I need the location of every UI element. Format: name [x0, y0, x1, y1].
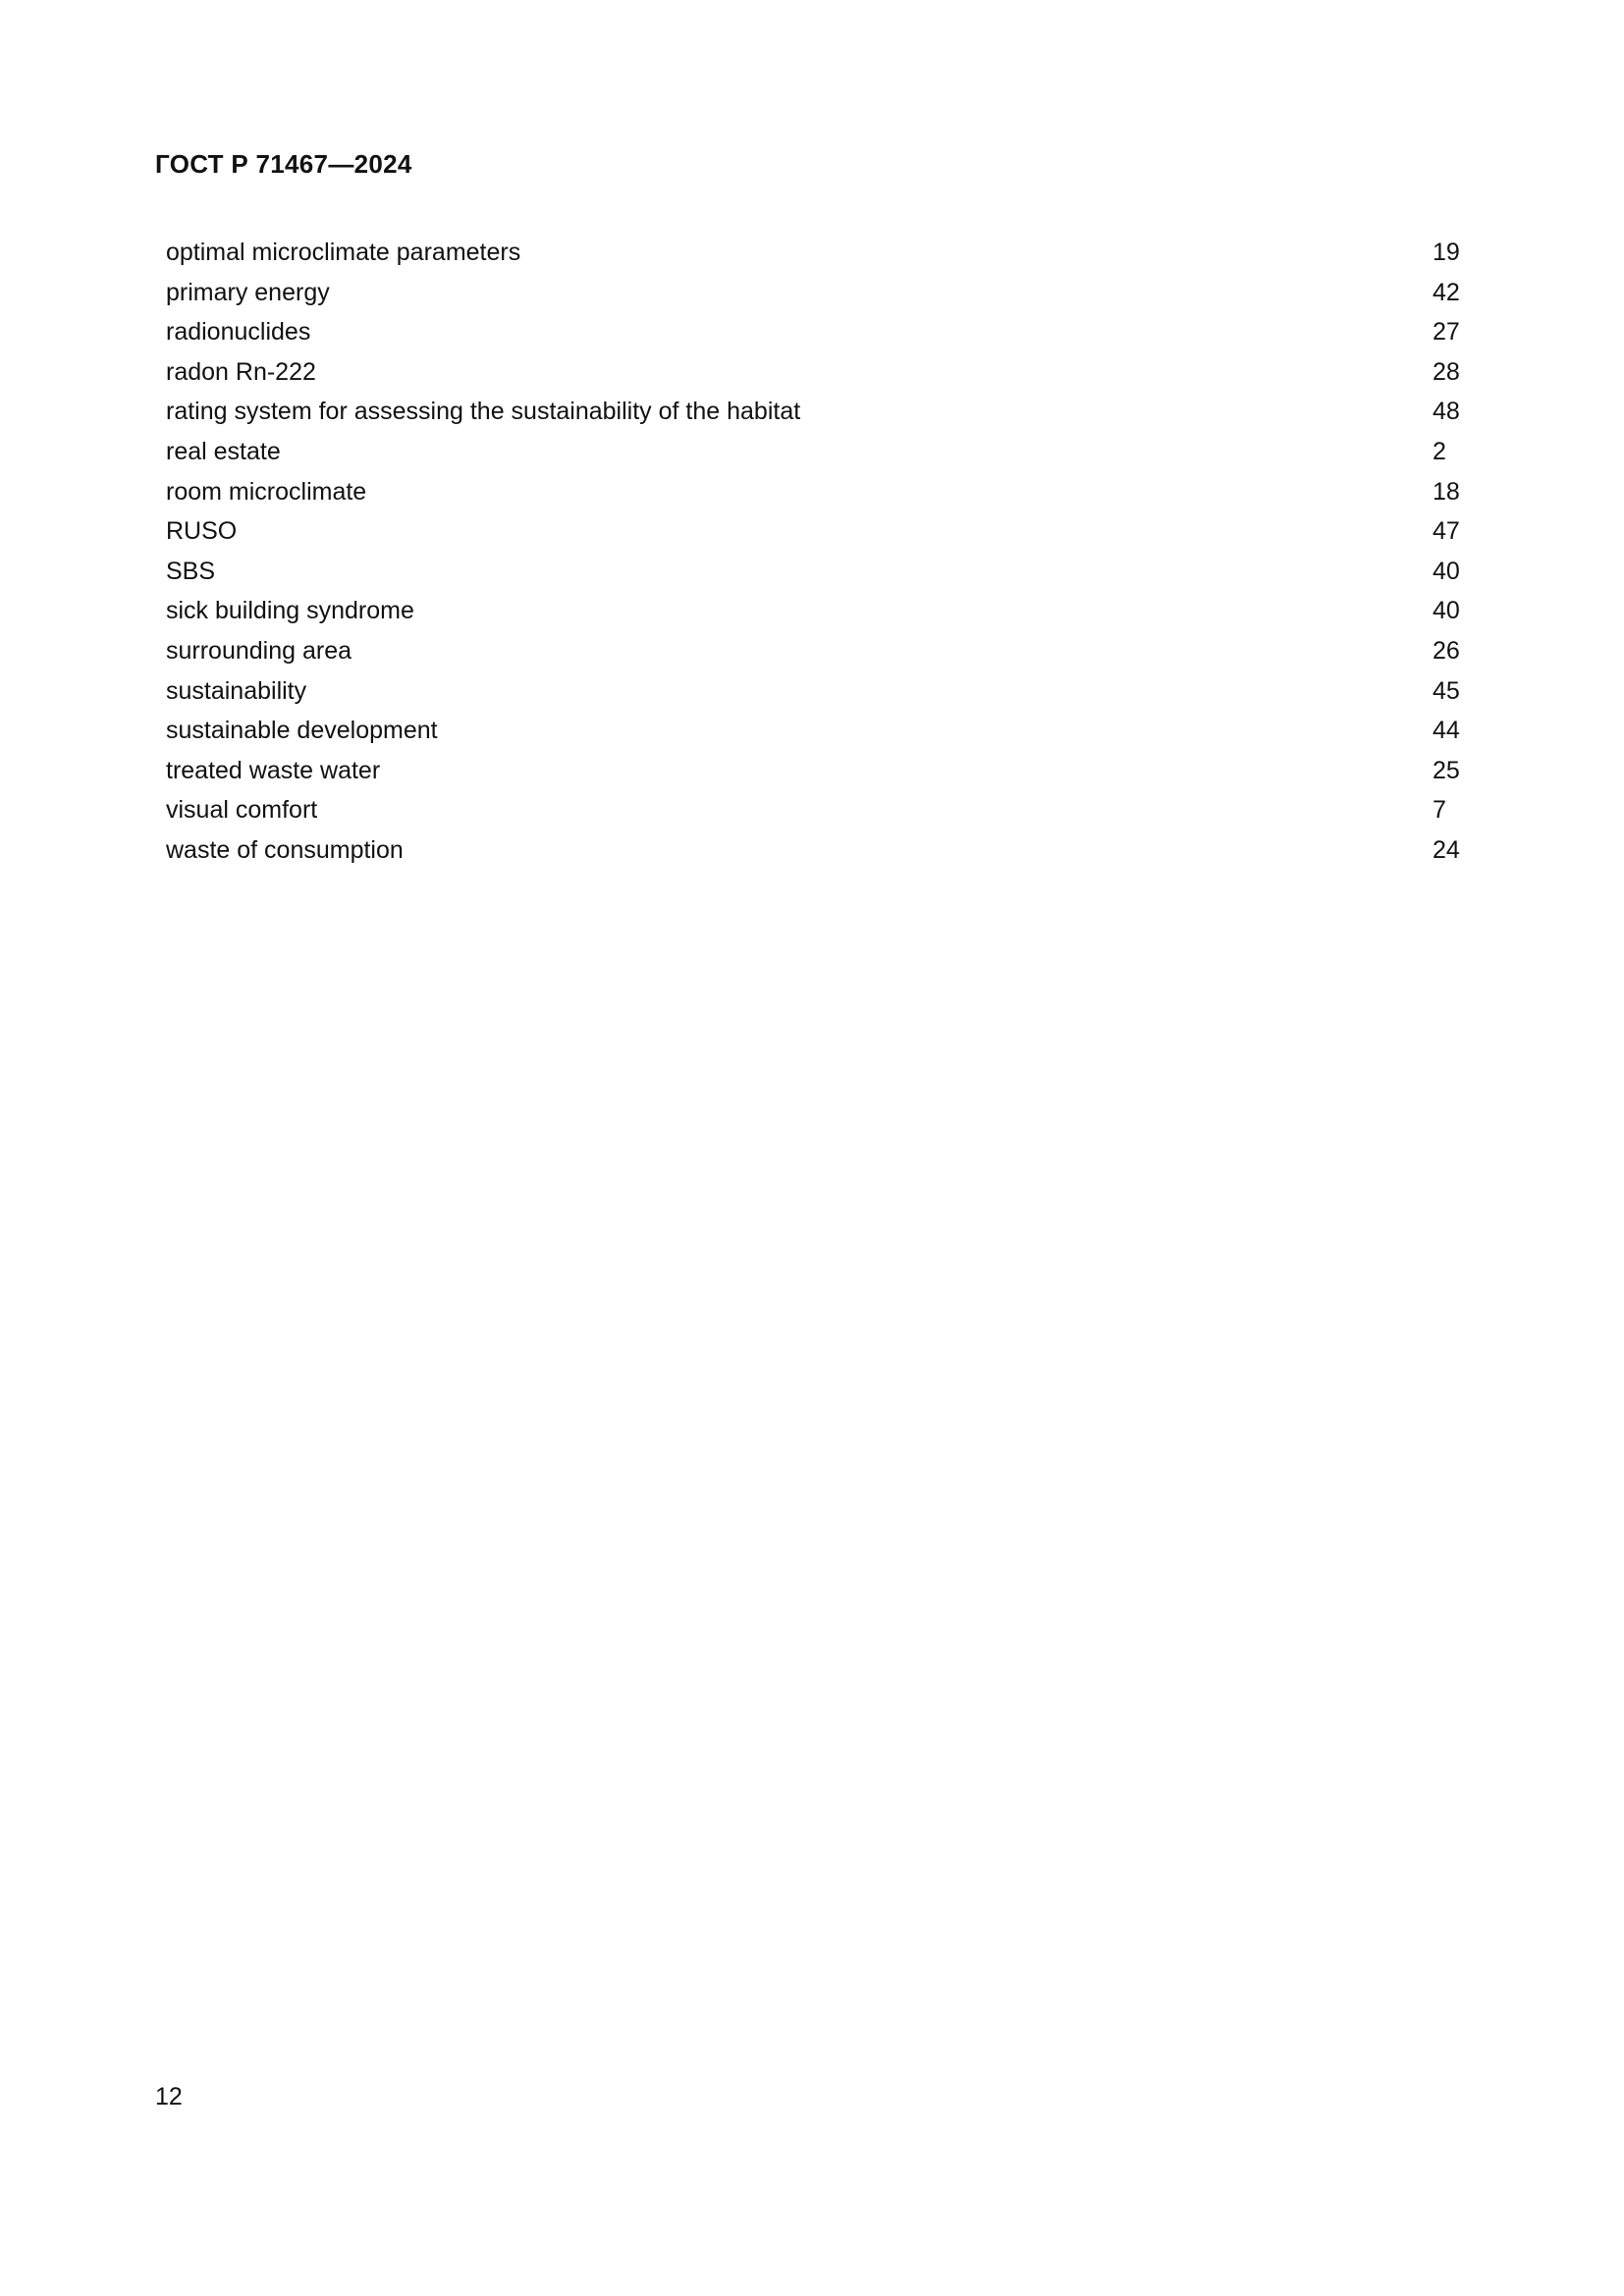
index-ref: 24: [1433, 835, 1460, 864]
index-entry: [166, 711, 1462, 751]
index-term: sick building syndrome: [166, 597, 414, 625]
index-entry: [166, 273, 1462, 313]
index-ref: 7: [1433, 796, 1446, 825]
index-ref: 44: [1433, 717, 1460, 745]
page-number: 12: [155, 2083, 183, 2110]
index-entry: [166, 312, 1462, 352]
index-term: optimal microclimate parameters: [166, 239, 521, 266]
alphabetical-index: [166, 233, 1462, 871]
index-ref: 27: [1433, 318, 1460, 347]
index-term: room microclimate: [166, 477, 367, 506]
index-ref: 45: [1433, 676, 1460, 705]
index-term: SBS: [166, 557, 216, 585]
index-entry: [166, 830, 1462, 871]
index-ref: 26: [1433, 636, 1460, 665]
index-term: radionuclides: [166, 318, 311, 347]
index-entry: [166, 552, 1462, 592]
index-term: treated waste water: [166, 756, 381, 784]
index-term: radon Rn-222: [166, 357, 316, 386]
index-term: surrounding area: [166, 636, 352, 665]
index-term: sustainability: [166, 676, 307, 705]
index-entry: [166, 432, 1462, 472]
index-ref: 48: [1433, 398, 1460, 426]
index-entry: [166, 392, 1462, 432]
index-ref: 25: [1433, 756, 1460, 784]
index-ref: 40: [1433, 597, 1460, 625]
index-ref: 18: [1433, 477, 1460, 506]
index-entry: [166, 591, 1462, 631]
index-ref: 28: [1433, 357, 1460, 386]
index-ref: 2: [1433, 437, 1446, 465]
index-ref: 47: [1433, 517, 1460, 546]
index-entry: [166, 233, 1462, 273]
index-term: RUSO: [166, 517, 238, 546]
index-entry: [166, 631, 1462, 671]
index-entry: [166, 352, 1462, 393]
index-term: sustainable development: [166, 717, 438, 745]
index-entry: [166, 671, 1462, 712]
index-ref: 40: [1433, 557, 1460, 585]
index-term: real estate: [166, 437, 281, 465]
index-term: waste of consumption: [166, 835, 404, 864]
index-term: rating system for assessing the sustainability of the habitat: [166, 398, 801, 426]
index-ref: 42: [1433, 278, 1460, 306]
index-entry: [166, 511, 1462, 552]
index-ref: 19: [1433, 239, 1460, 266]
document-header: ГОСТ Р 71467—2024: [155, 149, 412, 179]
index-term: visual comfort: [166, 796, 318, 825]
index-entry: [166, 751, 1462, 791]
index-entry: [166, 790, 1462, 830]
index-term: primary energy: [166, 278, 330, 306]
index-entry: [166, 472, 1462, 512]
